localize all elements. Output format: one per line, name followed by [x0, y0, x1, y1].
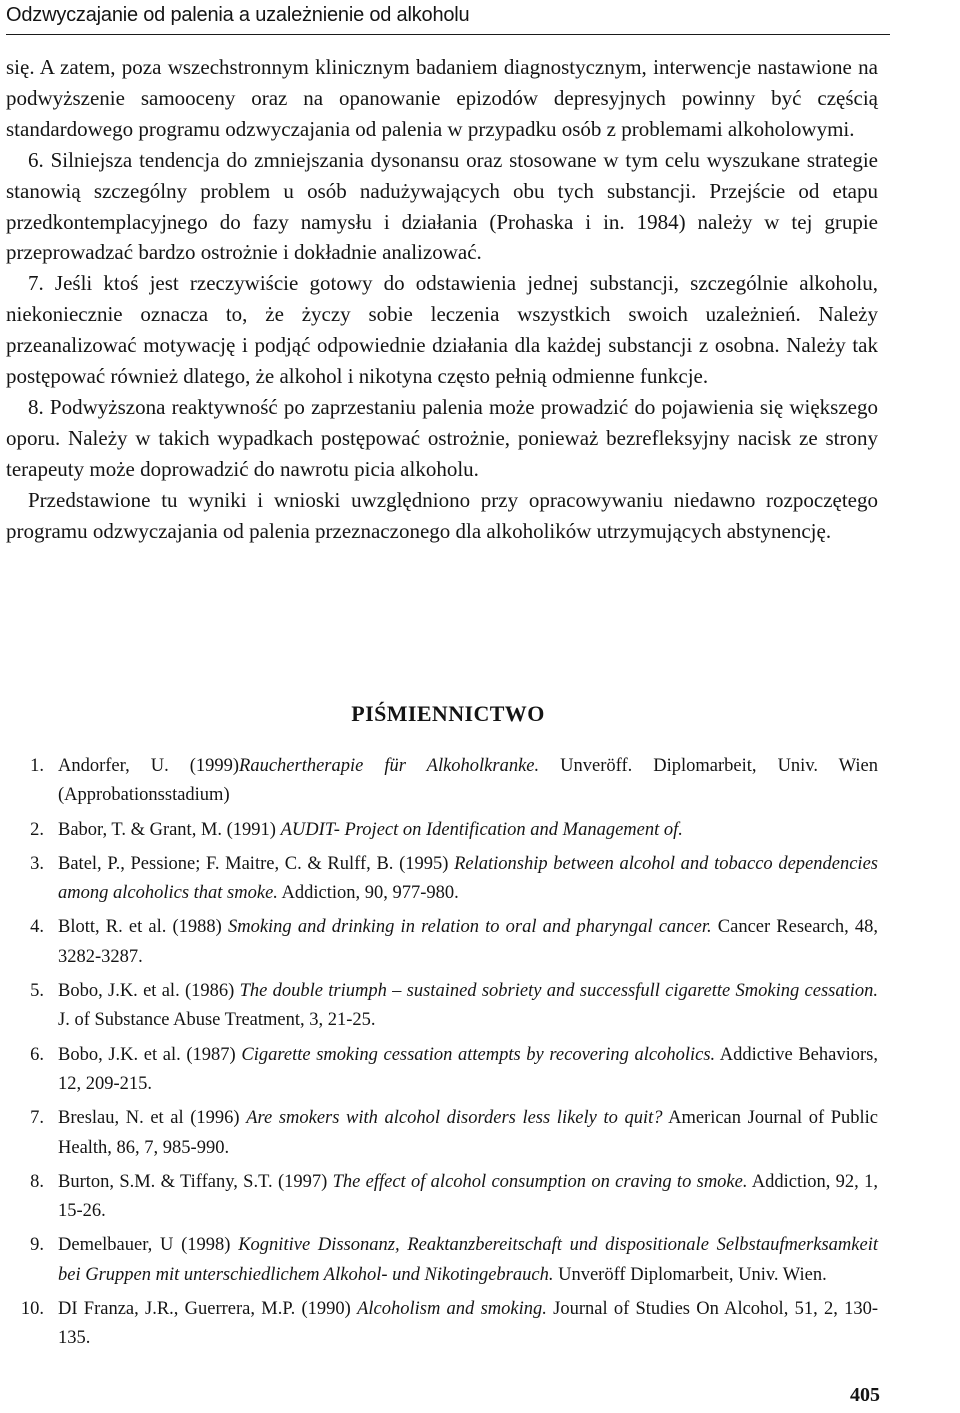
reference-item [6, 752, 878, 811]
paragraph: 7. Jeśli ktoś jest rzeczywiście gotowy do odstawienia jednej substancji, szczególnie alkoholu, niekoniecznie oznacza to, że życzy sobie leczenia wszystkich swoich uzależnień. Należy przeanalizować motywację i podjąć odpowiednie działania dla każdej substancji z osobna. Należy tak postępować również dlatego, że alkohol i nikotyna często pełnią odmienne funkcje. [6, 271, 878, 389]
reference-source: Journal of Studies On Alcohol, 51, 2, 130-135. [58, 1299, 878, 1349]
reference-item [6, 1295, 878, 1354]
reference-authors: Breslau, N. et al (1996) [58, 1108, 247, 1129]
reference-number: 1. [30, 756, 44, 776]
reference-title: Are smokers with alcohol disorders less likely to quit? [246, 1108, 663, 1129]
reference-authors: Babor, T. & Grant, M. (1991) [58, 819, 281, 840]
reference-number: 6. [30, 1044, 44, 1065]
reference-authors: Blott, R. et al. (1988) [58, 917, 228, 938]
paragraph: się. A zatem, poza wszechstronnym klinicznym badaniem diagnostycznym, interwencje nastawione na podwyższenie samooceny oraz na opanowanie epizodów depresyjnych powinny być częścią standardowego programu odzwyczajania od palenia w przypadku osób z problemami alkoholowymi. [6, 55, 878, 141]
reference-number: 10. [20, 1299, 44, 1320]
reference-authors: Andorfer, U. (1999) [58, 756, 240, 776]
reference-item [6, 1168, 878, 1227]
reference-list [6, 752, 878, 1359]
reference-item [6, 1104, 878, 1163]
running-header: Odzwyczajanie od palenia a uzależnienie od alkoholu [6, 4, 470, 26]
reference-title: The effect of alcohol consumption on craving to smoke. [332, 1171, 748, 1192]
reference-number: 2. [30, 819, 44, 840]
body-text [6, 52, 878, 547]
paragraph: 6. Silniejsza tendencja do zmniejszania dysonansu oraz stosowane w tym celu wyszukane strategie stanowią szczególny problem u osób nadużywających obu tych substancji. Przejście od etapu przedkontemplacyjnego do fazy namysłu i działania (Prohaska i in. 1984) należy w tej grupie przeprowadzać bardzo ostrożnie i dokładnie analizować. [6, 147, 878, 265]
reference-source: Unveröff Diplomarbeit, Univ. Wien. [553, 1264, 827, 1285]
paragraph: 8. Podwyższona reaktywność po zaprzestaniu palenia może prowadzić do pojawienia się większego oporu. Należy w takich wypadkach postępować ostrożnie, ponieważ bezrefleksyjny nacisk ze strony terapeuty może doprowadzić do nawrotu picia alkoholu. [6, 394, 878, 481]
reference-number: 3. [30, 853, 44, 874]
reference-item [6, 816, 878, 845]
header-rule [6, 34, 890, 35]
reference-source: Addiction, 92, 1, 15-26. [58, 1171, 878, 1222]
reference-authors: Batel, P., Pessione; F. Maitre, C. & Rulff, B. (1995) [58, 853, 455, 874]
reference-title: Rauchertherapie für Alkoholkranke. [239, 756, 540, 776]
reference-number: 8. [30, 1171, 44, 1192]
reference-authors: Bobo, J.K. et al. (1986) [58, 981, 240, 1002]
reference-source: J. of Substance Abuse Treatment, 3, 21-25. [58, 1010, 376, 1031]
reference-title: Kognitive Dissonanz, Reaktanzbereitschaft und dispositionale Selbstaufmerksamkeit bei Gruppen mit unterschiedlichem Alkohol- und Nikotingebrauch. [58, 1235, 878, 1285]
reference-number: 5. [30, 981, 44, 1002]
reference-title: Cigarette smoking cessation attempts by recovering alcoholics. [241, 1044, 716, 1065]
reference-source: American Journal of Public Health, 86, 7, 985-990. [58, 1108, 878, 1158]
reference-source: Addiction, 90, 977-980. [277, 883, 459, 904]
paragraph: Przedstawione tu wyniki i wnioski uwzględniono przy opracowywaniu niedawno rozpoczętego programu odzwyczajania od palenia przeznaczonego dla alkoholików utrzymujących abstynencję. [6, 487, 878, 543]
reference-item [6, 850, 878, 909]
reference-item [6, 977, 878, 1036]
reference-title: The double triumph – sustained sobriety and successfull cigarette Smoking cessation. [239, 981, 878, 1002]
reference-source: Addictive Behaviors, 12, 209-215. [58, 1044, 878, 1094]
reference-authors: DI Franza, J.R., Guerrera, M.P. (1990) [58, 1299, 358, 1320]
reference-item [6, 913, 878, 972]
reference-number: 9. [30, 1235, 44, 1256]
reference-number: 7. [30, 1108, 44, 1129]
reference-authors: Demelbauer, U (1998) [58, 1235, 239, 1256]
reference-title: Smoking and drinking in relation to oral and pharyngal cancer. [227, 917, 712, 938]
reference-number: 4. [30, 917, 44, 938]
reference-authors: Burton, S.M. & Tiffany, S.T. (1997) [58, 1171, 333, 1192]
reference-source: Cancer Research, 48, 3282-3287. [58, 917, 878, 967]
reference-item [6, 1041, 878, 1100]
page-number: 405 [850, 1384, 880, 1406]
reference-title: Alcoholism and smoking. [357, 1299, 547, 1320]
reference-item [6, 1231, 878, 1290]
document-page [6, 0, 890, 1413]
reference-source: Unveröff. Diplomarbeit, Univ. Wien (Approbationsstadium) [58, 756, 878, 806]
reference-title: Relationship between alcohol and tobacco dependencies among alcoholics that smoke. [58, 853, 878, 904]
reference-title: AUDIT- Project on Identification and Management of. [280, 819, 683, 840]
reference-authors: Bobo, J.K. et al. (1987) [58, 1044, 242, 1065]
section-heading: PIŚMIENNICTWO [351, 701, 545, 726]
